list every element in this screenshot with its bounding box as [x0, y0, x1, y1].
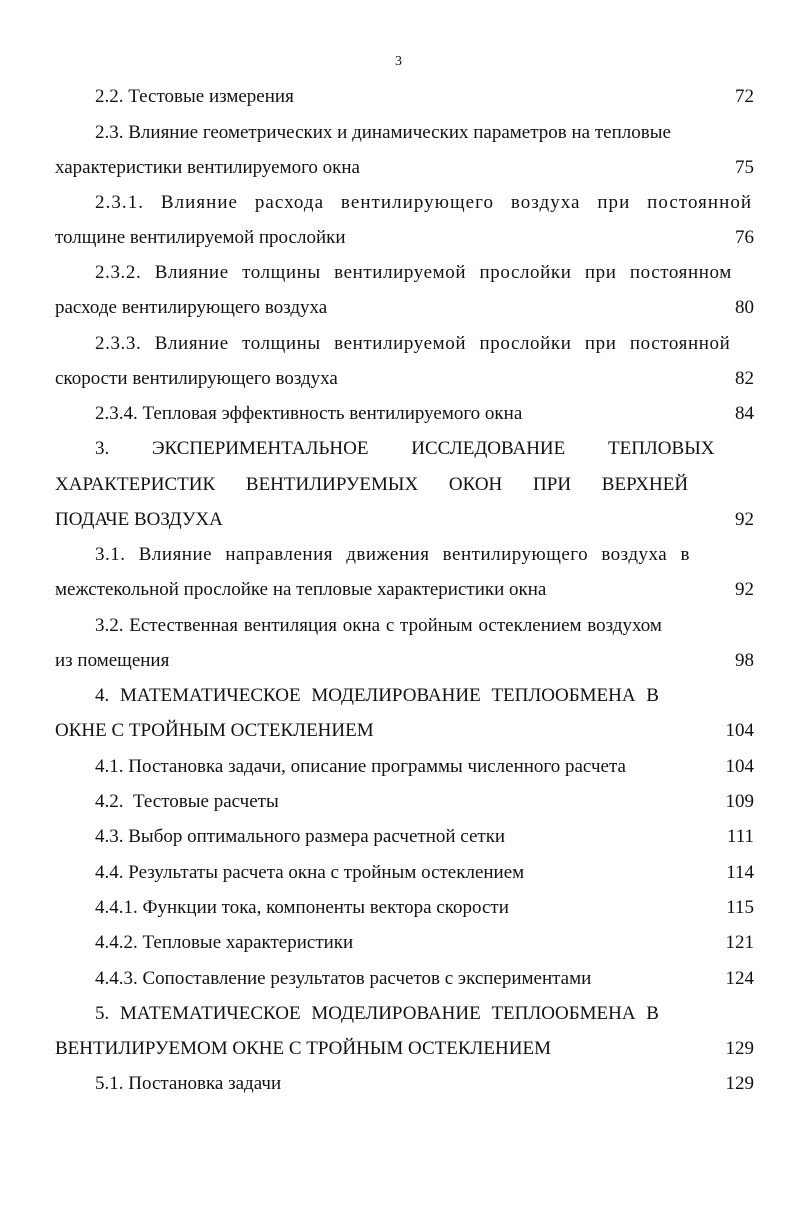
toc-entry	[0, 542, 797, 568]
toc-entry-title: 3. ЭКСПЕРИМЕНТАЛЬНОЕ ИССЛЕДОВАНИЕ ТЕПЛОВЫХ	[95, 438, 715, 459]
toc-entry	[0, 895, 797, 921]
toc-entry-title: 2.3. Влияние геометрических и динамических параметров на тепловые	[95, 122, 671, 143]
toc-entry-title: 3.1. Влияние направления движения вентилирующего воздуха в	[95, 544, 690, 565]
toc-entry-page: 129	[725, 1073, 754, 1094]
toc-entry-continuation	[0, 577, 797, 603]
toc-entry-continuation	[0, 295, 797, 321]
toc-entry-title: 4.3. Выбор оптимального размера расчетной сетки	[95, 826, 506, 847]
toc-entry-continuation	[0, 1036, 797, 1062]
toc-entry-title: 3.2. Естественная вентиляция окна с тройным остеклением воздухом	[95, 615, 662, 636]
toc-entry-title-cont: ОКНЕ С ТРОЙНЫМ ОСТЕКЛЕНИЕМ	[55, 720, 374, 741]
toc-entry-page: 114	[726, 862, 754, 883]
toc-entry-title: 2.3.1. Влияние расхода вентилирующего воздуха при постоянной	[95, 192, 753, 213]
toc-entry-page: 115	[726, 897, 754, 918]
toc-entry-page: 92	[735, 579, 754, 600]
toc-entry-page: 124	[725, 968, 754, 989]
toc-entry-title: 2.2. Тестовые измерения	[95, 86, 294, 107]
toc-entry-page: 82	[735, 368, 754, 389]
toc-entry	[0, 966, 797, 992]
toc-entry-continuation	[0, 507, 797, 533]
toc-entry	[0, 1001, 797, 1027]
toc-entry-continuation	[0, 225, 797, 251]
toc-entry-title: 4.4. Результаты расчета окна с тройным остеклением	[95, 862, 525, 883]
toc-entry-title: 2.3.3. Влияние толщины вентилируемой прослойки при постоянной	[95, 333, 731, 354]
toc-entry-title: 5. МАТЕМАТИЧЕСКОЕ МОДЕЛИРОВАНИЕ ТЕПЛООБМЕНА В	[95, 1003, 659, 1024]
toc-entry	[0, 930, 797, 956]
toc-entry	[0, 789, 797, 815]
toc-entry-page: 121	[725, 932, 754, 953]
toc-entry	[0, 1071, 797, 1097]
toc-entry	[0, 754, 797, 780]
toc-entry	[0, 613, 797, 639]
toc-entry-title: 2.3.2. Влияние толщины вентилируемой прослойки при постоянном	[95, 262, 732, 283]
toc-entry-continuation	[0, 155, 797, 181]
toc-entry-title-cont: ХАРАКТЕРИСТИК ВЕНТИЛИРУЕМЫХ ОКОН ПРИ ВЕРХНЕЙ	[55, 474, 689, 495]
toc-entry	[0, 436, 797, 462]
toc-entry-page: 92	[735, 509, 754, 530]
toc-entry-title-cont: межстекольной прослойке на тепловые характеристики окна	[55, 579, 547, 600]
toc-entry-page: 80	[735, 297, 754, 318]
toc-entry-page: 76	[735, 227, 754, 248]
toc-entry	[0, 331, 797, 357]
toc-entry-title-cont: расходе вентилирующего воздуха	[55, 297, 328, 318]
toc-entry	[0, 401, 797, 427]
toc-entry-page: 104	[725, 756, 754, 777]
toc-entry-page: 72	[735, 86, 754, 107]
toc-entry-page: 84	[735, 403, 754, 424]
toc-entry-title: 4.1. Постановка задачи, описание программы численного расчета	[95, 756, 626, 777]
toc-entry-page: 111	[726, 826, 754, 847]
toc-entry-title-cont: из помещения	[55, 650, 170, 671]
toc-entry-title-cont: ВЕНТИЛИРУЕМОМ ОКНЕ С ТРОЙНЫМ ОСТЕКЛЕНИЕМ	[55, 1038, 551, 1059]
toc-entry-title-cont: характеристики вентилируемого окна	[55, 157, 360, 178]
toc-entry-continuation	[0, 718, 797, 744]
toc-entry-title-cont: ПОДАЧЕ ВОЗДУХА	[55, 509, 223, 530]
toc-entry-continuation	[0, 472, 797, 498]
toc-entry-page: 129	[725, 1038, 754, 1059]
toc-entry-continuation	[0, 648, 797, 674]
toc-entry	[0, 120, 797, 146]
toc-entry-title-cont: толщине вентилируемой прослойки	[55, 227, 346, 248]
toc-entry-title: 2.3.4. Тепловая эффективность вентилируемого окна	[95, 403, 523, 424]
toc-entry-continuation	[0, 366, 797, 392]
toc-entry	[0, 824, 797, 850]
toc-entry-page: 98	[735, 650, 754, 671]
toc-entry	[0, 84, 797, 110]
toc-entry	[0, 260, 797, 286]
toc-entry-title: 4.4.2. Тепловые характеристики	[95, 932, 354, 953]
toc-entry-title: 4.4.1. Функции тока, компоненты вектора скорости	[95, 897, 509, 918]
toc-entry-title-cont: скорости вентилирующего воздуха	[55, 368, 338, 389]
toc-entry	[0, 683, 797, 709]
toc-entry-page: 109	[725, 791, 754, 812]
toc-entry-page: 104	[725, 720, 754, 741]
toc-entry-title: 5.1. Постановка задачи	[95, 1073, 282, 1094]
toc-entry-title: 4.4.3. Сопоставление результатов расчетов с экспериментами	[95, 968, 592, 989]
toc-entry-title: 4.2. Тестовые расчеты	[95, 791, 279, 812]
toc-entry-title: 4. МАТЕМАТИЧЕСКОЕ МОДЕЛИРОВАНИЕ ТЕПЛООБМЕНА В	[95, 685, 659, 706]
toc-entry	[0, 190, 797, 216]
page-number: 3	[395, 54, 402, 69]
toc-entry-page: 75	[735, 157, 754, 178]
toc-entry	[0, 860, 797, 886]
